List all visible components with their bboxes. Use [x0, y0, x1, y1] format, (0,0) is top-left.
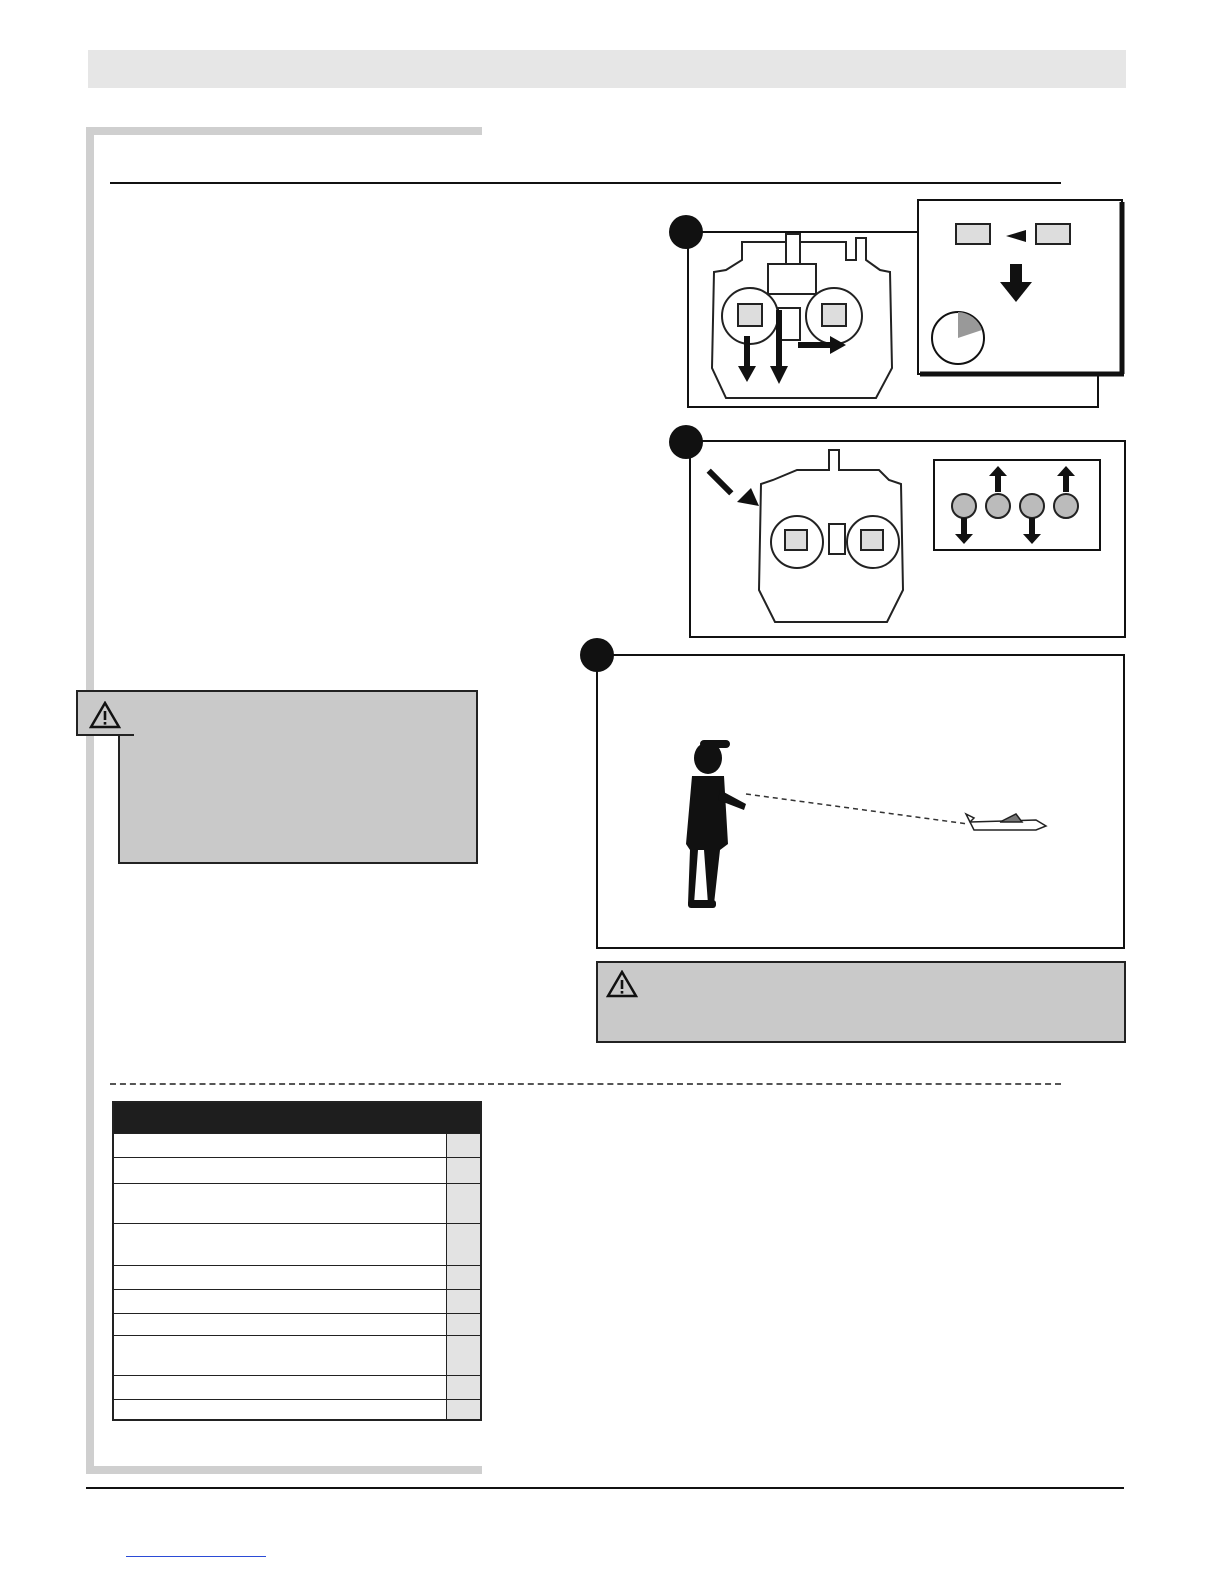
table-row: [114, 1133, 480, 1157]
table-row: [114, 1399, 480, 1419]
warning-triangle-icon: [606, 970, 638, 998]
table-row: [114, 1157, 480, 1183]
table-row: [114, 1223, 480, 1265]
table-row: [114, 1335, 480, 1375]
table-row: [114, 1265, 480, 1289]
section-frame-bottom: [86, 1466, 482, 1474]
pilot-range-check-illustration: [596, 654, 1126, 950]
transmitter-switches-illustration: [689, 440, 1127, 640]
transmitter-battery-illustration: [686, 198, 1126, 410]
specs-table: [112, 1101, 482, 1421]
warning-triangle-icon: [89, 701, 121, 729]
specs-table-header: [114, 1103, 480, 1133]
table-row: [114, 1289, 480, 1313]
table-row: [114, 1375, 480, 1399]
page-header-bar: [88, 50, 1126, 88]
table-row: [114, 1313, 480, 1335]
footer-link[interactable]: [126, 1556, 266, 1557]
table-row: [114, 1183, 480, 1223]
warning-callout-small: [596, 961, 1126, 1043]
section-frame-top: [86, 127, 482, 135]
warning-callout-large: [118, 690, 478, 864]
section-divider-top: [110, 182, 1061, 184]
section-frame-left: [86, 127, 94, 1474]
footer-divider: [86, 1487, 1124, 1489]
section-divider-dashed: [110, 1083, 1061, 1085]
